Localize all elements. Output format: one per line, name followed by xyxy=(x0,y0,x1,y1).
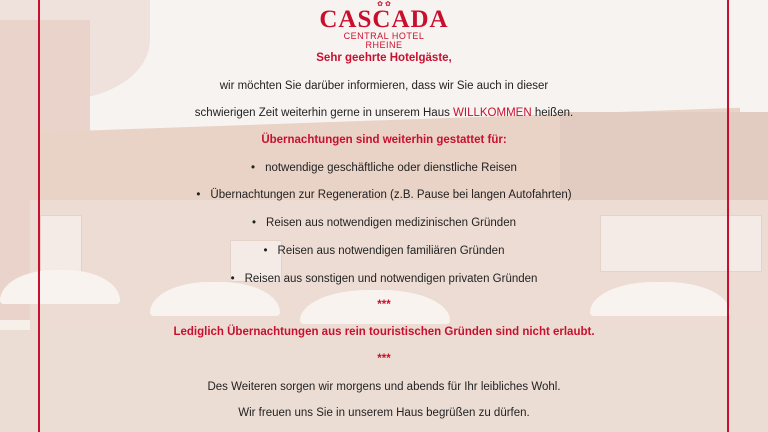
closing-line-1: Des Weiteren sorgen wir morgens und abends für Ihr leibliches Wohl. xyxy=(207,381,561,393)
intro-line-2-end: heißen. xyxy=(531,107,574,119)
intro-line-2 xyxy=(0,106,768,120)
reason-item: • Reisen aus notwendigen familiären Gründen xyxy=(0,244,768,258)
intro-line-1: wir möchten Sie darüber informieren, dass wir Sie auch in dieser xyxy=(219,80,549,92)
reason-item: • Übernachtungen zur Regeneration (z.B. Pause bei langen Autofahrten) xyxy=(0,188,768,202)
reason-item: • Reisen aus sonstigen und notwendigen privaten Gründen xyxy=(0,272,768,286)
permitted-heading: Übernachtungen sind weiterhin gestattet für: xyxy=(261,134,507,146)
separator: *** xyxy=(377,299,391,311)
logo-subtitle-2: RHEINE xyxy=(365,40,403,50)
separator: *** xyxy=(377,353,391,365)
greeting: Sehr geehrte Hotelgäste, xyxy=(316,52,452,64)
logo-ornament-icon: ✿ ✿ xyxy=(377,1,391,8)
tourism-notice: Lediglich Übernachtungen aus rein touristischen Gründen sind nicht erlaubt. xyxy=(173,326,595,338)
reason-item: • Reisen aus notwendigen medizinischen Gründen xyxy=(0,216,768,230)
logo-subtitle-1: CENTRAL HOTEL xyxy=(343,31,425,41)
intro-line-2-start: schwierigen Zeit weiterhin gerne in unserem Haus xyxy=(194,107,454,119)
welcome-highlight: WILLKOMMEN xyxy=(453,107,532,119)
logo-name: CASCADA xyxy=(319,6,449,33)
reason-item: • notwendige geschäftliche oder dienstliche Reisen xyxy=(0,161,768,175)
closing-line-2: Wir freuen uns Sie in unserem Haus begrüßen zu dürfen. xyxy=(238,407,530,419)
hotel-logo xyxy=(0,2,768,50)
